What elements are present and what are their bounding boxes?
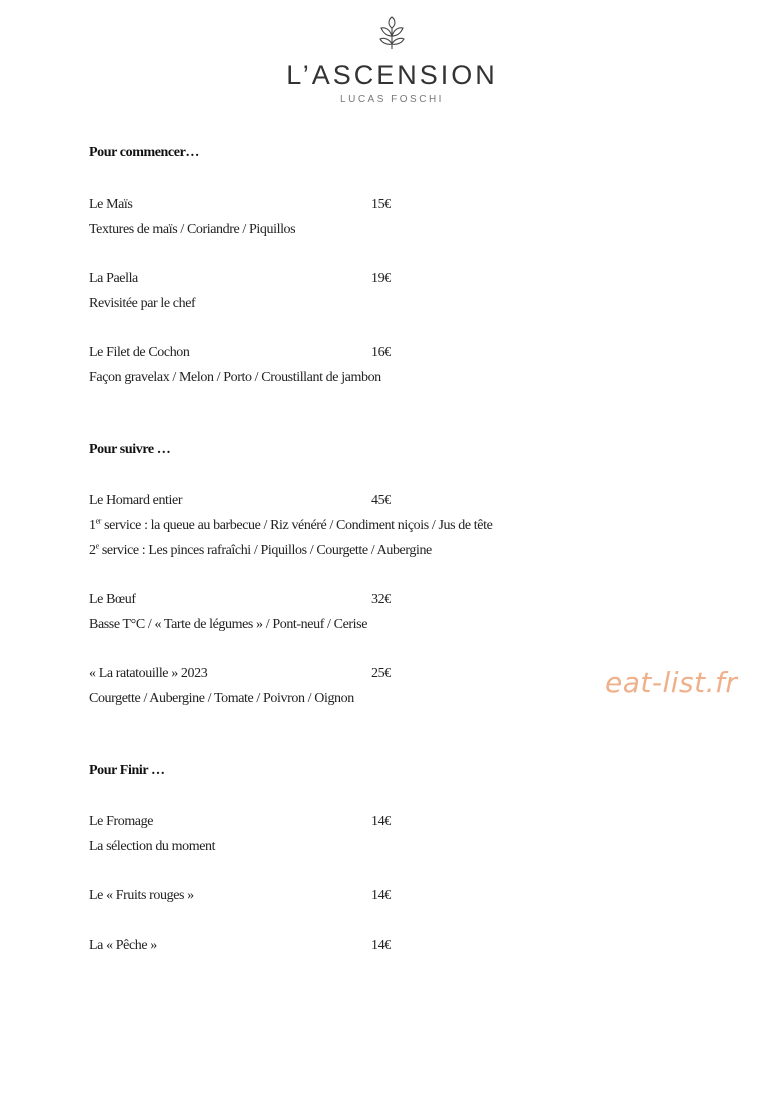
dish-la-ratatouille [89,661,391,711]
dish-description: 2e service : Les pinces rafraîchi / Piquillos / Courgette / Aubergine [89,541,432,558]
menu-header [0,16,784,105]
dish-homard-entier [89,488,492,563]
dish-name: Le Bœuf [89,592,136,607]
dish-description: Textures de maïs / Coriandre / Piquillos [89,222,296,237]
dish-price: 45€ [371,493,391,508]
dish-fruits-rouges [89,883,391,908]
section-title-starters: Pour commencer… [89,145,199,160]
dish-description: Basse T°C / « Tarte de légumes » / Pont-neuf / Cerise [89,617,368,632]
dish-name: La « Pêche » [89,938,157,953]
restaurant-name: L’ASCENSION [286,60,498,90]
dish-description: Courgette / Aubergine / Tomate / Poivron / Oignon [89,691,354,706]
dish-le-mais [89,192,391,242]
watermark: eat-list.fr [605,666,738,699]
dish-price: 15€ [371,197,391,212]
leaf-sprig-icon [378,16,406,50]
dish-name: Le Filet de Cochon [89,345,190,360]
dish-price: 19€ [371,271,391,286]
dish-le-boeuf [89,587,391,637]
dish-filet-de-cochon [89,340,391,390]
dish-price: 25€ [371,666,391,681]
dish-description: Façon gravelax / Melon / Porto / Croustillant de jambon [89,370,381,385]
dish-name: « La ratatouille » 2023 [89,666,208,681]
section-title-mains: Pour suivre … [89,442,171,457]
dish-price: 14€ [371,814,391,829]
dish-price: 32€ [371,592,391,607]
dish-price: 14€ [371,938,391,953]
dish-name: Le Homard entier [89,493,183,508]
dish-description: La sélection du moment [89,839,216,854]
dish-description: 1er service : la queue au barbecue / Riz vénéré / Condiment niçois / Jus de tête [89,516,493,533]
dish-le-fromage [89,809,391,859]
dish-price: 16€ [371,345,391,360]
dish-name: Le Maïs [89,197,133,212]
dish-description: Revisitée par le chef [89,296,196,311]
dish-name: Le Fromage [89,814,154,829]
section-title-desserts: Pour Finir … [89,763,165,778]
dish-price: 14€ [371,888,391,903]
chef-name: LUCAS FOSCHI [340,94,444,105]
dish-la-peche [89,933,391,958]
dish-name: Le « Fruits rouges » [89,888,194,903]
dish-la-paella [89,266,391,316]
dish-name: La Paella [89,271,138,286]
